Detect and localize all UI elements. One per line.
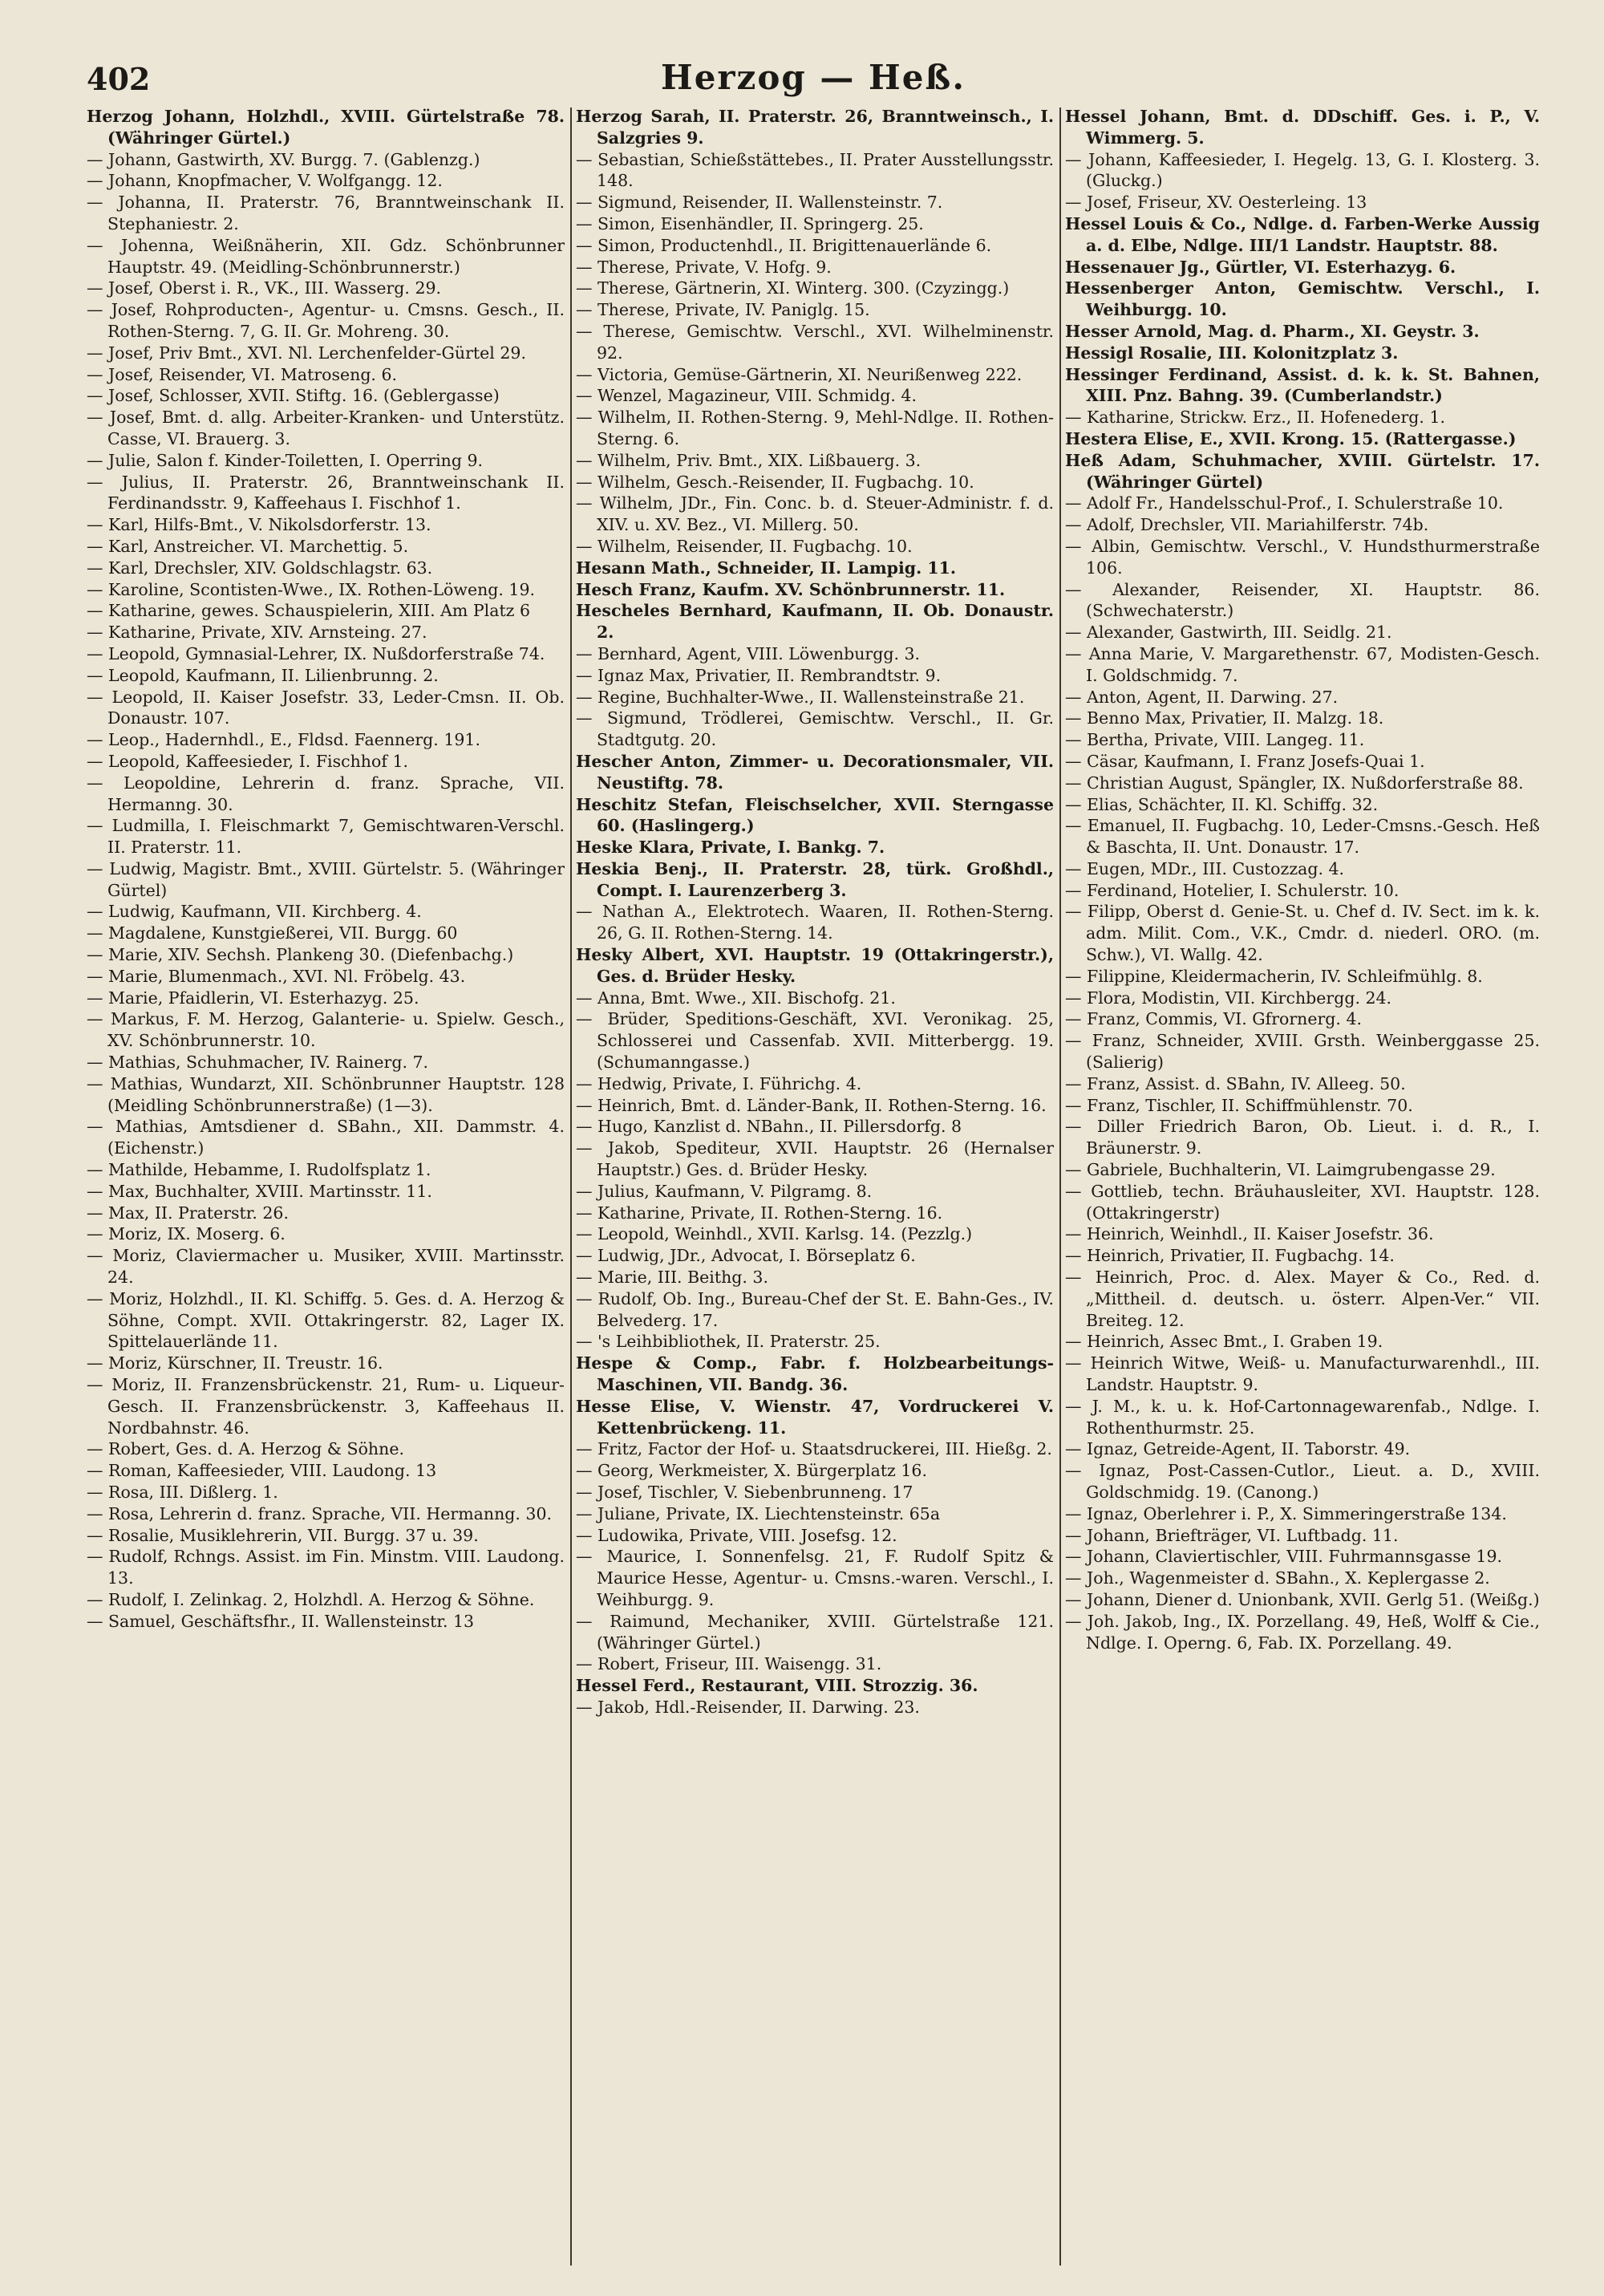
directory-entry: — Flora, Modistin, VII. Kirchbergg. 24. [1065, 988, 1392, 1008]
directory-entry: — Ludmilla, I. Fleischmarkt 7, Gemischtwaren-Verschl. II. Praterstr. 11. [87, 816, 565, 858]
directory-entry: — Ludowika, Private, VIII. Josefsg. 12. [576, 1525, 897, 1545]
directory-entry: — Adolf, Drechsler, VII. Mariahilferstr. 74b. [1065, 515, 1429, 535]
directory-entry: — Leopold, Kaffeesieder, I. Fischhof 1. [87, 751, 409, 771]
directory-entry: Hesser Arnold, Mag. d. Pharm., XI. Geystr. 3. [1065, 321, 1480, 341]
directory-entry: Heschitz Stefan, Fleischselcher, XVII. Sterngasse 60. (Haslingerg.) [576, 794, 1054, 836]
directory-entry: Hessel Johann, Bmt. d. DDschiff. Ges. i. P., V. Wimmerg. 5. [1065, 107, 1540, 148]
directory-entry: — Gottlieb, techn. Bräuhausleiter, XVI. Hauptstr. 128. (Ottakringerstr) [1065, 1181, 1540, 1223]
directory-entry: — Victoria, Gemüse-Gärtnerin, XI. Neurißenweg 222. [576, 364, 1023, 384]
directory-entry: Hessel Ferd., Restaurant, VIII. Strozzig. 36. [576, 1676, 978, 1696]
directory-entry: — Johann, Briefträger, VI. Luftbadg. 11. [1065, 1525, 1399, 1545]
directory-entry: — Leop., Hadernhdl., E., Fldsd. Faennerg. 191. [87, 730, 480, 750]
directory-entry: — Julie, Salon f. Kinder-Toiletten, I. Operring 9. [87, 450, 484, 470]
directory-entry: — Moriz, II. Franzensbrückenstr. 21, Rum- u. Liqueur-Gesch. II. Franzensbrückenstr. 3, Kaffeehaus II. Nordbahnstr. 46. [87, 1375, 565, 1438]
directory-entry: — Leopold, II. Kaiser Josefstr. 33, Leder-Cmsn. II. Ob. Donaustr. 107. [87, 687, 565, 728]
directory-entry: — Katharine, Strickw. Erz., II. Hofenederg. 1. [1065, 408, 1446, 428]
directory-entry: — Karl, Hilfs-Bmt., V. Nikolsdorferstr. 13. [87, 515, 431, 535]
column-1 [87, 106, 565, 2272]
directory-entry: — Katharine, gewes. Schauspielerin, XIII. Am Platz 6 [87, 601, 531, 621]
directory-entry: Heß Adam, Schuhmacher, XVIII. Gürtelstr. 17. (Währinger Gürtel) [1065, 450, 1540, 492]
directory-entry: — Ludwig, JDr., Advocat, I. Börseplatz 6. [576, 1246, 916, 1266]
directory-entry: — Julius, II. Praterstr. 26, Branntweinschank II. Ferdinandsstr. 9, Kaffeehaus I. Fischhof 1. [87, 472, 565, 513]
directory-entry: — Georg, Werkmeister, X. Bürgerplatz 16. [576, 1461, 927, 1481]
directory-entry: — Rudolf, Ob. Ing., Bureau-Chef der St. E. Bahn-Ges., IV. Belvederg. 17. [576, 1288, 1054, 1330]
directory-entry: Hesse Elise, V. Wienstr. 47, Vordruckerei V. Kettenbrückeng. 11. [576, 1396, 1054, 1438]
directory-entry: Hesann Math., Schneider, II. Lampig. 11. [576, 558, 957, 578]
directory-body [87, 106, 1540, 2272]
directory-entry: — Karl, Anstreicher. VI. Marchettig. 5. [87, 536, 409, 556]
directory-entry: — Mathias, Wundarzt, XII. Schönbrunner Hauptstr. 128 (Meidling Schönbrunnerstraße) (1—3). [87, 1073, 565, 1115]
directory-entry: — Anna, Bmt. Wwe., XII. Bischofg. 21. [576, 988, 896, 1008]
directory-entry: — Bernhard, Agent, VIII. Löwenburgg. 3. [576, 643, 921, 663]
directory-entry: — Moriz, Kürschner, II. Treustr. 16. [87, 1353, 383, 1373]
directory-entry: — Heinrich Witwe, Weiß- u. Manufacturwarenhdl., III. Landstr. Hauptstr. 9. [1065, 1353, 1540, 1395]
directory-entry: — Therese, Gärtnerin, XI. Winterg. 300. (Czyzingg.) [576, 278, 1010, 298]
directory-entry: — Moriz, IX. Moserg. 6. [87, 1224, 286, 1244]
directory-entry: — Hugo, Kanzlist d. NBahn., II. Pillersdorfg. 8 [576, 1117, 962, 1137]
directory-entry: Heskia Benj., II. Praterstr. 28, türk. Großhdl., Compt. I. Laurenzerberg 3. [576, 858, 1054, 900]
directory-entry: — Mathilde, Hebamme, I. Rudolfsplatz 1. [87, 1160, 431, 1180]
directory-entry: — Anna Marie, V. Margarethenstr. 67, Modisten-Gesch. I. Goldschmidg. 7. [1065, 643, 1540, 685]
directory-entry: Herzog Johann, Holzhdl., XVIII. Gürtelstraße 78. (Währinger Gürtel.) [87, 107, 565, 148]
directory-entry: — Josef, Bmt. d. allg. Arbeiter-Kranken- und Unterstütz. Casse, VI. Brauerg. 3. [87, 408, 565, 448]
directory-entry: — Leopold, Gymnasial-Lehrer, IX. Nußdorferstraße 74. [87, 643, 545, 663]
directory-entry: — Christian August, Spängler, IX. Nußdorferstraße 88. [1065, 773, 1524, 793]
directory-entry: — Josef, Reisender, VI. Matroseng. 6. [87, 364, 398, 384]
directory-entry: Hestera Elise, E., XVII. Krong. 15. (Rattergasse.) [1065, 428, 1517, 448]
directory-entry: — Rudolf, Rchngs. Assist. im Fin. Minstm. VIII. Laudong. 13. [87, 1547, 565, 1588]
directory-entry: — Ignaz, Post-Cassen-Cutlor., Lieut. a. D., XVIII. Goldschmidg. 19. (Canong.) [1065, 1461, 1540, 1502]
directory-entry: — Markus, F. M. Herzog, Galanterie- u. Spielw. Gesch., XV. Schönbrunnerstr. 10. [87, 1009, 565, 1051]
directory-entry: — Brüder, Speditions-Geschäft, XVI. Veronikag. 25, Schlosserei und Cassenfab. XVII. Mitterbergg. 19. (Schumanngasse.) [576, 1009, 1054, 1073]
directory-entry: — Marie, XIV. Sechsh. Plankeng 30. (Diefenbachg.) [87, 945, 514, 965]
directory-entry: — Mathias, Schuhmacher, IV. Rainerg. 7. [87, 1053, 429, 1073]
directory-entry: Hessinger Ferdinand, Assist. d. k. k. St. Bahnen, XIII. Pnz. Bahng. 39. (Cumberlandstr.) [1065, 364, 1540, 406]
directory-entry: — Moriz, Holzhdl., II. Kl. Schiffg. 5. Ges. d. A. Herzog & Söhne, Compt. XVII. Ottakringerstr. 82, Lager IX. Spittelauerlände 11. [87, 1288, 565, 1352]
directory-entry: — Heinrich, Proc. d. Alex. Mayer & Co., Red. d. „Mittheil. d. deutsch. u. österr. Alpen-Ver.“ VII. Breiteg. 12. [1065, 1268, 1540, 1330]
directory-entry: — Johann, Claviertischler, VIII. Fuhrmannsgasse 19. [1065, 1547, 1503, 1567]
directory-entry: — Jakob, Hdl.-Reisender, II. Darwing. 23. [576, 1697, 920, 1717]
directory-entry: — Joh. Jakob, Ing., IX. Porzellang. 49, Heß, Wolff & Cie., Ndlge. I. Operng. 6, Fab. IX. Porzellang. 49. [1065, 1611, 1540, 1653]
directory-entry: — Ignaz Max, Privatier, II. Rembrandtstr. 9. [576, 665, 942, 685]
directory-entry: Hescheles Bernhard, Kaufmann, II. Ob. Donaustr. 2. [576, 601, 1054, 643]
directory-entry: — Anton, Agent, II. Darwing. 27. [1065, 687, 1339, 707]
directory-entry: — Marie, Blumenmach., XVI. Nl. Fröbelg. 43. [87, 966, 466, 986]
directory-entry: — Johanna, II. Praterstr. 76, Branntweinschank II. Stephaniestr. 2. [87, 193, 565, 233]
directory-entry: — Bertha, Private, VIII. Langeg. 11. [1065, 730, 1365, 750]
directory-entry: — Karoline, Scontisten-Wwe., IX. Rothen-Löweng. 19. [87, 579, 536, 599]
directory-entry: — Heinrich, Bmt. d. Länder-Bank, II. Rothen-Sterng. 16. [576, 1095, 1047, 1115]
directory-entry: — Josef, Tischler, V. Siebenbrunneng. 17 [576, 1483, 913, 1502]
directory-entry: Hescher Anton, Zimmer- u. Decorationsmaler, VII. Neustiftg. 78. [576, 751, 1054, 793]
directory-entry: — Eugen, MDr., III. Custozzag. 4. [1065, 858, 1345, 878]
directory-entry: — Mathias, Amtsdiener d. SBahn., XII. Dammstr. 4. (Eichenstr.) [87, 1117, 565, 1158]
directory-entry: — Johann, Gastwirth, XV. Burgg. 7. (Gablenzg.) [87, 149, 480, 169]
directory-entry: — Josef, Rohproducten-, Agentur- u. Cmsns. Gesch., II. Rothen-Sterng. 7, G. II. Gr. Mohreng. 30. [87, 300, 565, 341]
directory-entry: — Sigmund, Reisender, II. Wallensteinstr. 7. [576, 193, 943, 213]
directory-entry: — Gabriele, Buchhalterin, VI. Laimgrubengasse 29. [1065, 1160, 1496, 1180]
directory-entry: — Jakob, Spediteur, XVII. Hauptstr. 26 (Hernalser Hauptstr.) Ges. d. Brüder Hesky. [576, 1138, 1054, 1180]
directory-entry: — Juliane, Private, IX. Liechtensteinstr. 65a [576, 1503, 941, 1523]
directory-entry: — Julius, Kaufmann, V. Pilgramg. 8. [576, 1181, 873, 1201]
directory-entry: — Robert, Friseur, III. Waisengg. 31. [576, 1654, 882, 1674]
directory-entry: — Rosa, III. Dißlerg. 1. [87, 1483, 278, 1502]
directory-entry: — Emanuel, II. Fugbachg. 10, Leder-Cmsns.-Gesch. Heß & Baschta, II. Unt. Donaustr. 17. [1065, 816, 1540, 858]
directory-entry: — Johann, Diener d. Unionbank, XVII. Gerlg 51. (Weißg.) [1065, 1589, 1540, 1609]
directory-entry: — Cäsar, Kaufmann, I. Franz Josefs-Quai 1. [1065, 751, 1425, 771]
directory-entry: — Josef, Schlosser, XVII. Stiftg. 16. (Geblergasse) [87, 386, 500, 406]
directory-entry: — Josef, Priv Bmt., XVI. Nl. Lerchenfelder-Gürtel 29. [87, 343, 526, 363]
column-2 [576, 106, 1054, 2272]
directory-entry: — 's Leihbibliothek, II. Praterstr. 25. [576, 1332, 881, 1352]
directory-entry: — Ludwig, Kaufmann, VII. Kirchberg. 4. [87, 902, 422, 922]
directory-entry: — Leopoldine, Lehrerin d. franz. Sprache, VII. Hermanng. 30. [87, 773, 565, 814]
directory-entry: — Magdalene, Kunstgießerei, VII. Burgg. 60 [87, 923, 458, 943]
directory-entry: — Ignaz, Getreide-Agent, II. Taborstr. 49. [1065, 1439, 1411, 1459]
directory-entry: Heske Klara, Private, I. Bankg. 7. [576, 838, 885, 858]
directory-entry: — Katharine, Private, XIV. Arnsteing. 27. [87, 623, 427, 643]
directory-entry: — Joh., Wagenmeister d. SBahn., X. Keplergasse 2. [1065, 1568, 1490, 1588]
directory-entry: — Johenna, Weißnäherin, XII. Gdz. Schönbrunner Hauptstr. 49. (Meidling-Schönbrunnerstr.) [87, 235, 565, 277]
directory-entry: — Wenzel, Magazineur, VIII. Schmidg. 4. [576, 386, 917, 406]
directory-entry: — Wilhelm, JDr., Fin. Conc. b. d. Steuer-Administr. f. d. XIV. u. XV. Bez., VI. Millerg. 50. [576, 493, 1054, 535]
directory-entry: — Albin, Gemischtw. Verschl., V. Hundsthurmerstraße 106. [1065, 536, 1540, 578]
directory-entry: — Franz, Assist. d. SBahn, IV. Alleeg. 50. [1065, 1073, 1406, 1093]
directory-entry: — Diller Friedrich Baron, Ob. Lieut. i. d. R., I. Bräunerstr. 9. [1065, 1117, 1540, 1158]
directory-entry: — Therese, Gemischtw. Verschl., XVI. Wilhelminenstr. 92. [576, 321, 1054, 363]
directory-entry: Hessenberger Anton, Gemischtw. Verschl., I. Weihburgg. 10. [1065, 278, 1540, 320]
directory-entry: — Max, II. Praterstr. 26. [87, 1203, 289, 1223]
directory-entry: — Leopold, Kaufmann, II. Lilienbrunng. 2. [87, 665, 439, 685]
directory-entry: — Wilhelm, Reisender, II. Fugbachg. 10. [576, 536, 913, 556]
directory-entry: — Johann, Kaffeesieder, I. Hegelg. 13, G. I. Klosterg. 3. (Gluckg.) [1065, 149, 1540, 191]
directory-entry: — Alexander, Reisender, XI. Hauptstr. 86. (Schwechaterstr.) [1065, 579, 1540, 621]
directory-entry: — Ludwig, Magistr. Bmt., XVIII. Gürtelstr. 5. (Währinger Gürtel) [87, 858, 565, 900]
running-head: Herzog — Heß. [661, 58, 966, 97]
directory-entry: — Roman, Kaffeesieder, VIII. Laudong. 13 [87, 1461, 437, 1481]
directory-entry: — Filippine, Kleidermacherin, IV. Schleifmühlg. 8. [1065, 966, 1483, 986]
directory-entry: — Sebastian, Schießstättebes., II. Prater Ausstellungsstr. 148. [576, 149, 1054, 191]
directory-entry: — Simon, Productenhdl., II. Brigittenauerlände 6. [576, 235, 992, 255]
directory-entry: — Josef, Friseur, XV. Oesterleing. 13 [1065, 193, 1367, 213]
directory-entry: — Raimund, Mechaniker, XVIII. Gürtelstraße 121. (Währinger Gürtel.) [576, 1611, 1054, 1653]
column-3 [1065, 106, 1540, 2272]
directory-entry: — Franz, Tischler, II. Schiffmühlenstr. 70. [1065, 1095, 1413, 1115]
directory-entry: Hesky Albert, XVI. Hauptstr. 19 (Ottakringerstr.), Ges. d. Brüder Hesky. [576, 945, 1054, 986]
page-header [87, 53, 1540, 101]
directory-entry: — Maurice, I. Sonnenfelsg. 21, F. Rudolf Spitz & Maurice Hesse, Agentur- u. Cmsns.-waren. Verschl., I. Weihburgg. 9. [576, 1547, 1054, 1609]
directory-entry: Hessel Louis & Co., Ndlge. d. Farben-Werke Aussig a. d. Elbe, Ndlge. III/1 Landstr. Hauptstr. 88. [1065, 213, 1540, 255]
directory-entry: Hespe & Comp., Fabr. f. Holzbearbeitungs-Maschinen, VII. Bandg. 36. [576, 1353, 1054, 1395]
directory-entry: — Heinrich, Weinhdl., II. Kaiser Josefstr. 36. [1065, 1224, 1434, 1244]
directory-entry: Hessenauer Jg., Gürtler, VI. Esterhazyg. 6. [1065, 257, 1456, 277]
directory-entry: — Marie, Pfaidlerin, VI. Esterhazyg. 25. [87, 988, 419, 1008]
directory-entry: — Samuel, Geschäftsfhr., II. Wallensteinstr. 13 [87, 1611, 475, 1631]
directory-entry: — Rudolf, I. Zelinkag. 2, Holzhdl. A. Herzog & Söhne. [87, 1589, 535, 1609]
directory-entry: — Nathan A., Elektrotech. Waaren, II. Rothen-Sterng. 26, G. II. Rothen-Sterng. 14. [576, 902, 1054, 943]
directory-entry: — Leopold, Weinhdl., XVII. Karlsg. 14. (Pezzlg.) [576, 1224, 973, 1244]
directory-entry: — Simon, Eisenhändler, II. Springerg. 25. [576, 213, 924, 233]
directory-entry: — Robert, Ges. d. A. Herzog & Söhne. [87, 1439, 404, 1459]
directory-entry: — Rosa, Lehrerin d. franz. Sprache, VII. Hermanng. 30. [87, 1503, 553, 1523]
directory-entry: — Franz, Commis, VI. Gfrornerg. 4. [1065, 1009, 1363, 1029]
directory-entry: — Wilhelm, Gesch.-Reisender, II. Fugbachg. 10. [576, 472, 974, 492]
directory-entry: — J. M., k. u. k. Hof-Cartonnagewarenfab., Ndlge. I. Rothenthurmstr. 25. [1065, 1396, 1540, 1438]
directory-entry: — Fritz, Factor der Hof- u. Staatsdruckerei, III. Hießg. 2. [576, 1439, 1052, 1459]
directory-entry: — Marie, III. Beithg. 3. [576, 1268, 768, 1288]
directory-entry: — Johann, Knopfmacher, V. Wolfgangg. 12. [87, 171, 443, 191]
page-number: 402 [87, 61, 151, 97]
directory-entry: — Max, Buchhalter, XVIII. Martinsstr. 11. [87, 1181, 432, 1201]
directory-entry: — Regine, Buchhalter-Wwe., II. Wallensteinstraße 21. [576, 687, 1025, 707]
directory-entry: — Heinrich, Assec Bmt., I. Graben 19. [1065, 1332, 1383, 1352]
directory-entry: Hessigl Rosalie, III. Kolonitzplatz 3. [1065, 343, 1399, 363]
directory-entry: — Heinrich, Privatier, II. Fugbachg. 14. [1065, 1246, 1395, 1266]
directory-entry: — Ignaz, Oberlehrer i. P., X. Simmeringerstraße 134. [1065, 1503, 1507, 1523]
directory-entry: — Sigmund, Trödlerei, Gemischtw. Verschl., II. Gr. Stadtgutg. 20. [576, 708, 1054, 750]
directory-entry: — Therese, Private, V. Hofg. 9. [576, 257, 832, 277]
directory-entry: — Therese, Private, IV. Paniglg. 15. [576, 300, 870, 320]
directory-entry: — Elias, Schächter, II. Kl. Schiffg. 32. [1065, 794, 1379, 814]
directory-entry: — Wilhelm, II. Rothen-Sterng. 9, Mehl-Ndlge. II. Rothen-Sterng. 6. [576, 408, 1054, 448]
directory-entry: — Karl, Drechsler, XIV. Goldschlagstr. 63. [87, 558, 433, 578]
directory-entry: — Wilhelm, Priv. Bmt., XIX. Lißbauerg. 3. [576, 450, 921, 470]
directory-entry: — Alexander, Gastwirth, III. Seidlg. 21. [1065, 623, 1392, 643]
directory-entry: — Josef, Oberst i. R., VK., III. Wasserg. 29. [87, 278, 442, 298]
directory-entry: — Ferdinand, Hotelier, I. Schulerstr. 10. [1065, 880, 1399, 900]
directory-entry: — Moriz, Claviermacher u. Musiker, XVIII. Martinsstr. 24. [87, 1246, 565, 1288]
directory-entry: — Filipp, Oberst d. Genie-St. u. Chef d. IV. Sect. im k. k. adm. Milit. Com., V.K., Cmdr. d. niederl. ORO. (m. Schw.), VI. Wallg. 42. [1065, 902, 1540, 965]
directory-entry: — Adolf Fr., Handelsschul-Prof., I. Schulerstraße 10. [1065, 493, 1504, 513]
column-divider [1059, 107, 1061, 2266]
directory-entry: — Hedwig, Private, I. Führichg. 4. [576, 1073, 862, 1093]
directory-entry: — Franz, Schneider, XVIII. Grsth. Weinberggasse 25. (Salierig) [1065, 1031, 1540, 1073]
directory-entry: — Rosalie, Musiklehrerin, VII. Burgg. 37 u. 39. [87, 1525, 479, 1545]
column-divider [570, 107, 572, 2266]
directory-entry: — Benno Max, Privatier, II. Malzg. 18. [1065, 708, 1384, 728]
directory-entry: Hesch Franz, Kaufm. XV. Schönbrunnerstr. 11. [576, 579, 1006, 599]
directory-entry: — Katharine, Private, II. Rothen-Sterng. 16. [576, 1203, 943, 1223]
directory-entry: Herzog Sarah, II. Praterstr. 26, Branntweinsch., I. Salzgries 9. [576, 107, 1054, 148]
